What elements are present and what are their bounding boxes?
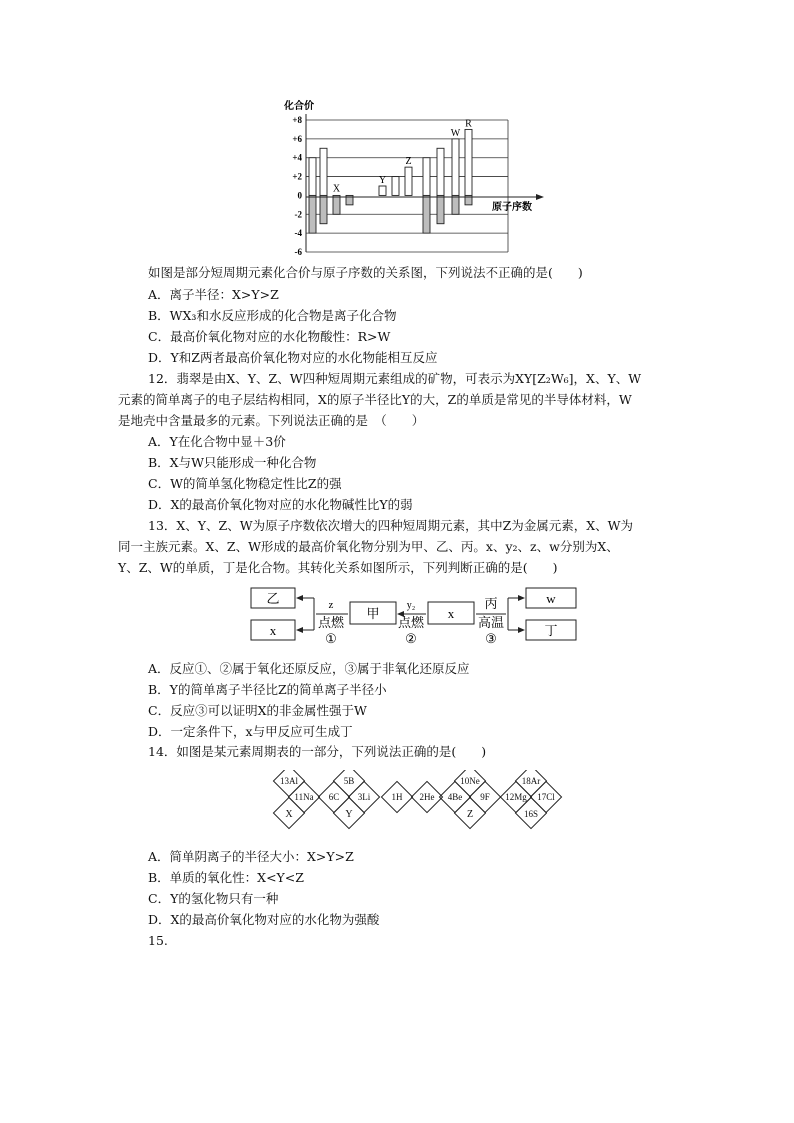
box-yi-label: 乙 [266, 591, 280, 606]
q14-option-d: D．X的最高价氧化物对应的水化物为强酸 [148, 912, 380, 927]
cell-18ar: 18Ar [521, 776, 541, 786]
arrow-to-x-left [296, 627, 303, 633]
chart-bar-positive [437, 148, 444, 195]
box-x-left-label: x [269, 623, 277, 638]
q12-line-1: 12．翡翠是由X、Y、Z、W四种短周期元素组成的矿物，可表示为XY[Z₂W₆]，X、Y、W [148, 371, 642, 386]
chart-bar-negative [437, 195, 444, 223]
chart-bar-positive [452, 139, 459, 196]
chart-ytick: +8 [292, 115, 302, 125]
chart-bar-positive [379, 186, 386, 195]
chart-bar-positive [309, 158, 316, 196]
chart-bar-negative [320, 195, 327, 223]
arrow-to-yi [296, 595, 303, 601]
q12-line-3: 是地壳中含量最多的元素。下列说法正确的是 （ ） [118, 413, 425, 428]
chart-x-arrow [536, 194, 544, 200]
chart-bar-negative [333, 195, 340, 214]
q13-option-c: C．反应③可以证明X的非金属性强于W [148, 703, 367, 718]
q13-option-b: B．Y的简单离子半径比Z的简单离子半径小 [148, 682, 387, 697]
q13-option-d: D．一定条件下，x与甲反应可生成丁 [148, 724, 353, 739]
chart-bar-positive [423, 158, 430, 196]
r3-number: ③ [485, 631, 497, 646]
chart-bar-label: Y [378, 175, 387, 186]
q12-option-a: A．Y在化合物中显＋3价 [148, 434, 286, 449]
r2-reagent: y₂ [406, 600, 416, 611]
chart-ylabel: 化合价 [284, 101, 314, 112]
arrow-to-w [518, 595, 525, 601]
q15-number: 15. [148, 933, 168, 948]
chart-bar-negative [309, 195, 316, 233]
chart-bar-positive [405, 167, 412, 195]
cell-2he: 2He [419, 792, 435, 802]
cell-3li: 3Li [357, 792, 371, 802]
chart-bar-positive [320, 148, 327, 195]
cell-1h: 1H [391, 792, 403, 802]
r3-condition: 高温 [477, 615, 505, 630]
box-x-mid-label: x [447, 606, 455, 621]
chart-ytick: -2 [294, 209, 302, 220]
q13-option-a: A．反应①、②属于氧化还原反应，③属于非氧化还原反应 [148, 661, 470, 676]
chart-xlabel: 原子序数 [492, 202, 532, 213]
cell-x: X [285, 809, 293, 820]
q11-option-a: A．离子半径：X>Y>Z [148, 287, 279, 302]
box-ding-label: 丁 [544, 623, 558, 638]
chart-bar-label: X [332, 183, 341, 195]
q14-option-a: A．简单阴离子的半径大小：X>Y>Z [148, 849, 354, 864]
r1-condition: 点燃 [317, 615, 345, 630]
q14-option-c: C．Y的氢化物只有一种 [148, 891, 279, 906]
chart-ytick: +4 [292, 152, 302, 163]
r1-number: ① [325, 631, 337, 646]
box-w-label: w [546, 591, 556, 606]
q12-option-b: B．X与W只能形成一种化合物 [148, 455, 317, 470]
chart-bar-positive [392, 177, 399, 196]
q13-line-2: 同一主族元素。X、Z、W形成的最高价氧化物分别为甲、乙、丙。x、y₂、z、w分别为X、 [118, 539, 619, 554]
q11-option-d: D．Y和Z两者最高价氧化物对应的水化物能相互反应 [148, 350, 438, 365]
cell-z: Z [466, 809, 474, 820]
cell-11na: 11Na [294, 792, 314, 802]
q11-option-c: C．最高价氧化物对应的水化物酸性：R>W [148, 329, 391, 344]
cell-13al: 13Al [280, 776, 298, 786]
chart-bar-label: R [465, 118, 472, 130]
arrow-to-ding [518, 627, 525, 633]
r3-reagent: 丙 [484, 596, 498, 611]
q12-option-c: C．W的简单氢化物稳定性比Z的强 [148, 476, 342, 491]
cell-5b: 5B [343, 776, 355, 786]
q11-option-b: B．WX₃和水反应形成的化合物是离子化合物 [148, 308, 397, 323]
q13-line-1: 13．X、Y、Z、W为原子序数依次增大的四种短周期元素，其中Z为金属元素，X、W为 [148, 518, 634, 533]
valence-chart [282, 98, 552, 260]
chart-ytick: 0 [297, 190, 302, 201]
cell-12mg: 12Mg [505, 792, 527, 802]
cell-10ne: 10Ne [460, 776, 480, 786]
q11-stem: 如图是部分短周期元素化合价与原子序数的关系图，下列说法不正确的是( ) [148, 265, 583, 280]
periodic-table-diagram [258, 770, 568, 838]
r2-condition: 点燃 [397, 615, 425, 630]
cell-y: Y [345, 809, 353, 820]
q12-option-d: D．X的最高价氧化物对应的水化物碱性比Y的弱 [148, 497, 413, 512]
r2-number: ② [405, 631, 417, 646]
chart-bar-positive [465, 129, 472, 195]
chart-bar-negative [452, 195, 459, 214]
chart-ytick: -4 [294, 228, 302, 239]
cell-6c: 6C [328, 792, 340, 802]
chart-ytick: +6 [292, 133, 302, 144]
cell-4be: 4Be [447, 792, 463, 802]
reaction-flow-diagram [248, 584, 582, 648]
q14-option-b: B．单质的氧化性：X<Y<Z [148, 870, 304, 885]
chart-ytick: +2 [292, 171, 302, 182]
chart-ytick: -6 [294, 247, 302, 257]
q14-stem: 14．如图是某元素周期表的一部分，下列说法正确的是( ) [148, 744, 487, 759]
q13-line-3: Y、Z、W的单质，丁是化合物。其转化关系如图所示，下列判断正确的是( ) [118, 560, 558, 575]
chart-bar-label: W [450, 127, 461, 139]
r1-reagent: z [328, 599, 334, 611]
chart-bar-label: Z [405, 156, 412, 168]
cell-16s: 16S [523, 809, 539, 819]
cell-17cl: 17Cl [537, 792, 555, 802]
box-jia-label: 甲 [366, 606, 380, 621]
q12-line-2: 元素的简单离子的电子层结构相同，X的原子半径比Y的大，Z的单质是常见的半导体材料，W [118, 392, 632, 407]
cell-9f: 9F [480, 792, 490, 802]
chart-bar-negative [423, 195, 430, 233]
